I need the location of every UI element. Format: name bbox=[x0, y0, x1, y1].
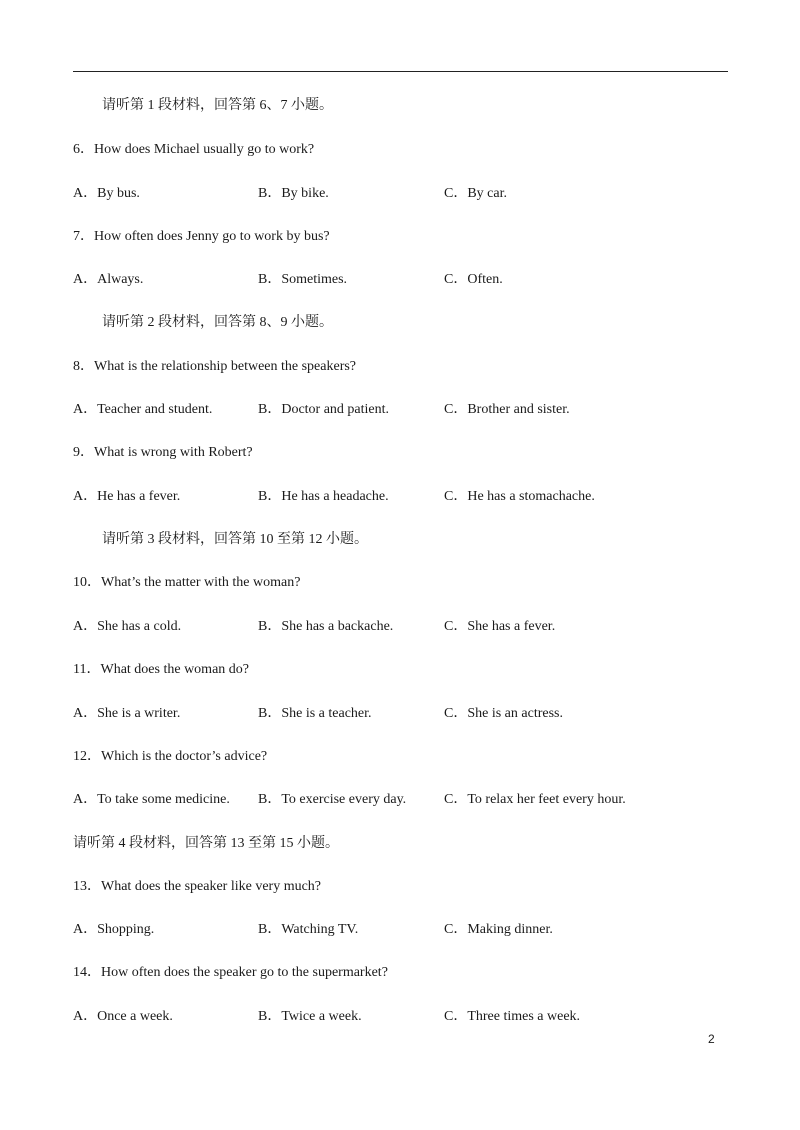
question-11-option-a: A．She is a writer. bbox=[73, 706, 181, 721]
question-14-option-c: C．Three times a week. bbox=[444, 1009, 581, 1024]
section-3-instruction: 请听第 3 段材料，回答第 10 至第 12 小题。 bbox=[102, 532, 368, 547]
question-6-option-a: A．By bus. bbox=[73, 186, 140, 201]
page-number: 2 bbox=[708, 1032, 715, 1046]
question-9: 9．What is wrong with Robert? bbox=[73, 445, 253, 460]
question-10-option-a: A．She has a cold. bbox=[73, 619, 182, 634]
question-7: 7．How often does Jenny go to work by bus? bbox=[73, 229, 330, 244]
question-6-option-c: C．By car. bbox=[444, 186, 507, 201]
question-10-option-c: C．She has a fever. bbox=[444, 619, 556, 634]
question-11-option-b: B．She is a teacher. bbox=[258, 706, 372, 721]
question-14: 14．How often does the speaker go to the supermarket? bbox=[73, 965, 388, 980]
section-2-instruction: 请听第 2 段材料，回答第 8、9 小题。 bbox=[102, 315, 333, 330]
question-10-option-b: B．She has a backache. bbox=[258, 619, 394, 634]
question-12-option-a: A．To take some medicine. bbox=[73, 792, 230, 807]
question-11: 11．What does the woman do? bbox=[73, 662, 249, 677]
section-1-instruction: 请听第 1 段材料，回答第 6、7 小题。 bbox=[102, 98, 333, 113]
question-9-option-b: B．He has a headache. bbox=[258, 489, 389, 504]
section-4-instruction: 请听第 4 段材料，回答第 13 至第 15 小题。 bbox=[73, 836, 339, 851]
question-9-option-a: A．He has a fever. bbox=[73, 489, 181, 504]
question-14-option-a: A．Once a week. bbox=[73, 1009, 173, 1024]
question-6-option-b: B．By bike. bbox=[258, 186, 329, 201]
question-12-option-c: C．To relax her feet every hour. bbox=[444, 792, 626, 807]
question-6: 6．How does Michael usually go to work? bbox=[73, 142, 315, 157]
header-rule bbox=[73, 71, 728, 72]
question-12: 12．Which is the doctor’s advice? bbox=[73, 749, 268, 764]
question-14-option-b: B．Twice a week. bbox=[258, 1009, 362, 1024]
question-9-option-c: C．He has a stomachache. bbox=[444, 489, 595, 504]
question-13-option-c: C．Making dinner. bbox=[444, 922, 553, 937]
question-13-option-b: B．Watching TV. bbox=[258, 922, 359, 937]
question-10: 10．What’s the matter with the woman? bbox=[73, 575, 301, 590]
question-12-option-b: B．To exercise every day. bbox=[258, 792, 407, 807]
question-8: 8．What is the relationship between the speakers? bbox=[73, 359, 357, 374]
question-7-option-a: A．Always. bbox=[73, 272, 144, 287]
question-7-option-b: B．Sometimes. bbox=[258, 272, 348, 287]
question-7-option-c: C．Often. bbox=[444, 272, 503, 287]
question-13-option-a: A．Shopping. bbox=[73, 922, 155, 937]
question-13: 13．What does the speaker like very much? bbox=[73, 879, 322, 894]
question-8-option-a: A．Teacher and student. bbox=[73, 402, 213, 417]
question-8-option-b: B．Doctor and patient. bbox=[258, 402, 390, 417]
question-11-option-c: C．She is an actress. bbox=[444, 706, 563, 721]
question-8-option-c: C．Brother and sister. bbox=[444, 402, 570, 417]
